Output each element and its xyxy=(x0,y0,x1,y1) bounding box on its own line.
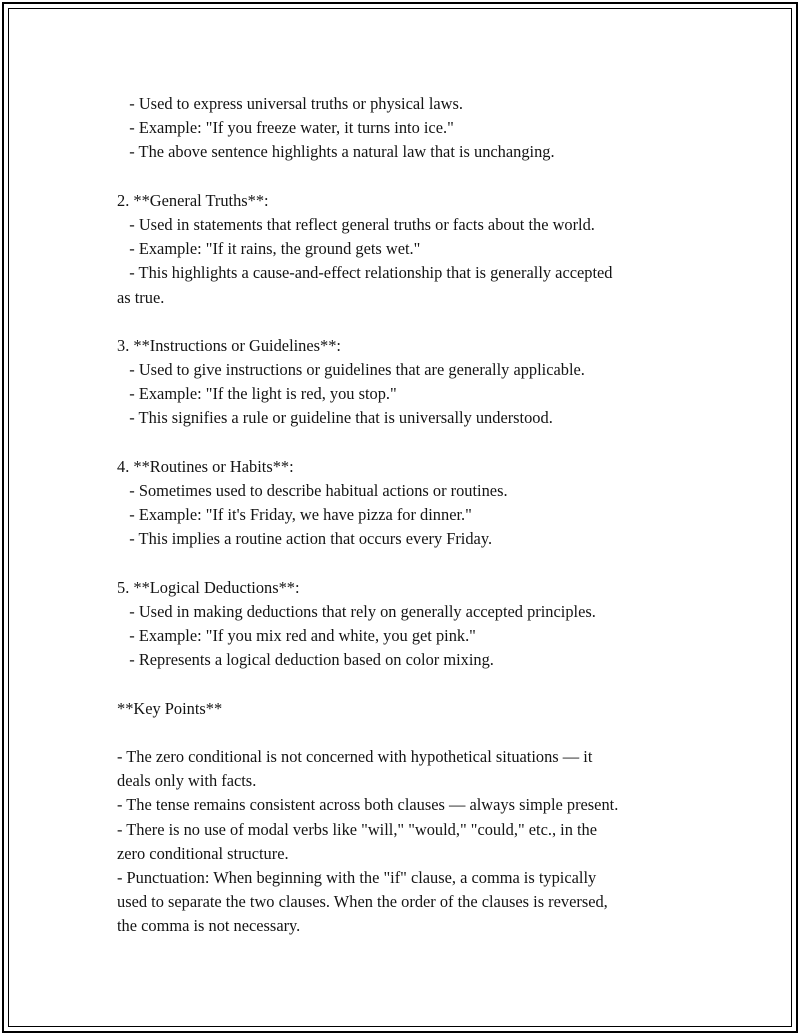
text-line: zero conditional structure. xyxy=(117,843,289,863)
text-line: - Example: "If it rains, the ground gets wet." xyxy=(117,239,421,259)
text-line: - This highlights a cause-and-effect relationship that is generally accepted xyxy=(117,263,613,283)
blank-line xyxy=(117,552,697,576)
key-points-heading-block xyxy=(117,697,697,721)
text-line: - The tense remains consistent across both clauses — always simple present. xyxy=(117,795,619,815)
text-line: deals only with facts. xyxy=(117,771,257,791)
key-points-list xyxy=(117,745,697,939)
text-line: as true. xyxy=(117,287,165,307)
text-line: - The above sentence highlights a natural law that is unchanging. xyxy=(117,142,555,162)
section-heading: 2. **General Truths**: xyxy=(117,190,269,210)
section-heading: 3. **Instructions or Guidelines**: xyxy=(117,335,341,355)
text-line: the comma is not necessary. xyxy=(117,916,301,936)
blank-line xyxy=(117,165,697,189)
text-line: - Sometimes used to describe habitual actions or routines. xyxy=(117,481,508,500)
text-line: - Used to express universal truths or physical laws. xyxy=(117,94,463,113)
instructions-section xyxy=(117,334,697,431)
text-line: - There is no use of modal verbs like "will," "would," "could," etc., in the xyxy=(117,819,598,839)
text-line: used to separate the two clauses. When the order of the clauses is reversed, xyxy=(117,892,608,912)
text-line: - This implies a routine action that occurs every Friday. xyxy=(117,529,493,549)
text-line: - Punctuation: When beginning with the "if" clause, a comma is typically xyxy=(117,868,597,887)
blank-line xyxy=(117,431,697,455)
text-line: - Used in statements that reflect general truths or facts about the world. xyxy=(117,214,595,234)
text-line: - This signifies a rule or guideline that is universally understood. xyxy=(117,408,553,428)
section-heading: 4. **Routines or Habits**: xyxy=(117,456,294,476)
text-line: - Used to give instructions or guidelines that are generally applicable. xyxy=(117,360,585,380)
section-heading: 5. **Logical Deductions**: xyxy=(117,577,300,597)
blank-line xyxy=(117,673,697,697)
general-truths-section xyxy=(117,189,697,310)
logical-deductions-section xyxy=(117,576,697,673)
text-line: - Represents a logical deduction based on color mixing. xyxy=(117,650,494,670)
blank-line xyxy=(117,310,697,334)
key-points-heading: **Key Points** xyxy=(117,698,223,718)
text-line: - Example: "If you freeze water, it turns into ice." xyxy=(117,118,454,138)
routines-section xyxy=(117,455,697,552)
document-body xyxy=(117,92,697,939)
blank-line xyxy=(117,721,697,745)
text-line: - Example: "If you mix red and white, you get pink." xyxy=(117,626,476,646)
text-line: - The zero conditional is not concerned with hypothetical situations — it xyxy=(117,747,593,767)
text-line: - Example: "If the light is red, you stop." xyxy=(117,384,397,404)
text-line: - Example: "If it's Friday, we have pizza for dinner." xyxy=(117,505,472,525)
usage-continuation-block xyxy=(117,92,697,165)
text-line: - Used in making deductions that rely on generally accepted principles. xyxy=(117,601,596,621)
